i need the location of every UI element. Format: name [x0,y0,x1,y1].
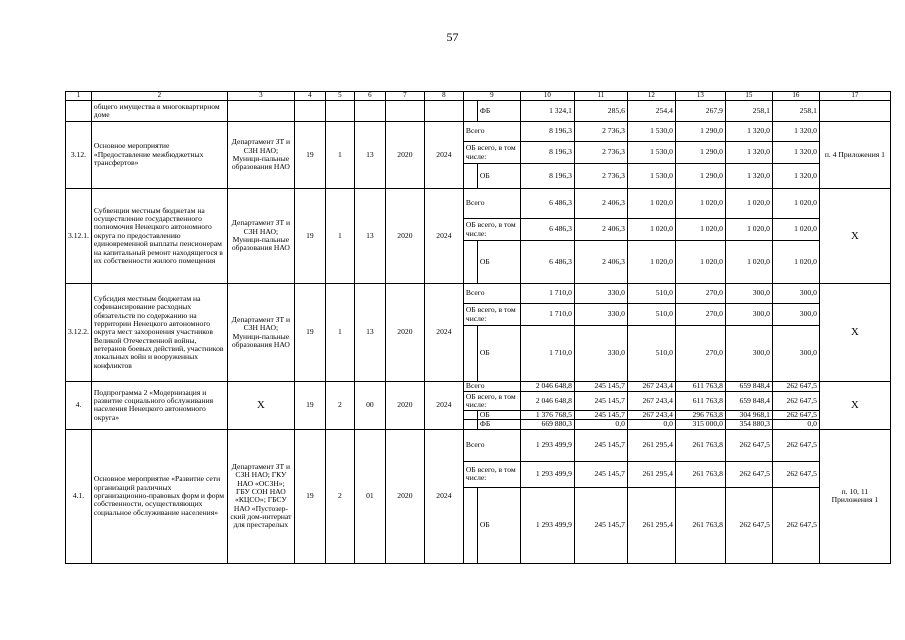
fund-label: ОБ всего, в том числе: [463,392,520,411]
value-cell: 6 486,3 [520,189,574,219]
table-row [66,284,891,304]
value-cell: 1 020,0 [772,241,819,284]
end-year: 2024 [424,284,463,382]
value-cell: 8 196,3 [520,164,574,189]
value-cell: 1 530,0 [627,164,675,189]
value-cell: 300,0 [772,304,819,326]
end-year: 2024 [424,189,463,284]
end-year: 2024 [424,122,463,189]
value-cell: 1 293 499,9 [520,461,574,487]
code-cell: 2 [325,429,354,563]
value-cell: 1 020,0 [772,189,819,219]
col-header: 9 [463,92,520,101]
value-cell: 262 647,5 [772,487,819,563]
measure-name: Подпрограмма 2 «Модернизация и развитие социального обслуживания населения Ненецкого автономного округа» [91,382,227,430]
value-cell: 1 020,0 [725,241,772,284]
col-header: 1 [66,92,92,101]
value-cell: 1 710,0 [520,304,574,326]
value-cell: 270,0 [675,284,725,304]
row-number: 3.12.2. [66,284,92,382]
value-cell: 2 046 648,8 [520,392,574,411]
fund-label: ОБ [477,241,520,284]
value-cell: 1 324,1 [520,101,574,122]
value-cell: 8 196,3 [520,122,574,142]
code-cell: 19 [294,284,325,382]
value-cell: 1 293 499,9 [520,487,574,563]
measure-name: Основное мероприятие «Развитие сети организаций различных организационно-правовых форм и форм собственности, осуществляющих социальное обслуживание населения» [91,429,227,563]
column-header-row [66,92,891,101]
executor: Департамент ЗТ и СЗН НАО; Муници-пальные образования НАО [227,284,294,382]
measure-name: Субвенции местным бюджетам на осуществление государственного полномочия Ненецкого автономного округа по предоставлению единовременной выплаты пенсионерам на капитальный ремонт находящегося в их собственности жилого помещения [91,189,227,284]
fund-label: Всего [463,382,520,392]
table-row [66,382,891,392]
value-cell: 245 145,7 [574,411,627,420]
executor: X [227,382,294,430]
fund-label: ОБ [477,411,520,420]
value-cell: 0,0 [627,420,675,429]
col-header: 6 [354,92,385,101]
page-number: 57 [446,30,459,44]
value-cell: 659 848,4 [725,392,772,411]
code-cell: 13 [354,284,385,382]
measure-name: общего имущества в многоквартирном доме [91,101,227,122]
value-cell: 354 880,3 [725,420,772,429]
value-cell: 261 763,8 [675,429,725,461]
value-cell: 2 406,3 [574,189,627,219]
col-header: 13 [675,92,725,101]
value-cell: 1 320,0 [725,122,772,142]
value-cell: 245 145,7 [574,487,627,563]
value-cell: 1 020,0 [627,219,675,241]
start-year: 2020 [385,189,424,284]
col-header: 4 [294,92,325,101]
fund-label: ОБ [477,164,520,189]
row-number: 3.12. [66,122,92,189]
start-year: 2020 [385,429,424,563]
value-cell: 267 243,4 [627,411,675,420]
value-cell: 300,0 [772,284,819,304]
value-cell: 262 647,5 [725,461,772,487]
value-cell: 0,0 [772,420,819,429]
value-cell: 267 243,4 [627,392,675,411]
value-cell: 1 020,0 [675,189,725,219]
value-cell: 262 647,5 [725,429,772,461]
fund-label: Всего [463,284,520,304]
value-cell: 1 290,0 [675,122,725,142]
row-number: 3.12.1. [66,189,92,284]
value-cell: 262 647,5 [772,411,819,420]
value-cell: 262 647,5 [772,429,819,461]
funding-table [65,91,891,564]
value-cell: 1 020,0 [627,189,675,219]
value-cell: 1 020,0 [627,241,675,284]
value-cell: 1 290,0 [675,142,725,164]
value-cell: 1 320,0 [725,164,772,189]
end-year: 2024 [424,382,463,430]
start-year: 2020 [385,122,424,189]
value-cell: 245 145,7 [574,392,627,411]
fund-label: ОБ всего, в том числе: [463,304,520,326]
col-header: 3 [227,92,294,101]
executor: Департамент ЗТ и СЗН НАО; Муници-пальные образования НАО [227,189,294,284]
value-cell: 270,0 [675,304,725,326]
value-cell: 300,0 [725,284,772,304]
col-header: 7 [385,92,424,101]
value-cell: 1 710,0 [520,326,574,382]
value-cell: 261 295,4 [627,461,675,487]
value-cell: 245 145,7 [574,429,627,461]
code-cell: 13 [354,122,385,189]
value-cell: 300,0 [725,304,772,326]
col-header: 17 [819,92,890,101]
fund-label: ФБ [477,420,520,429]
value-cell: 611 763,8 [675,392,725,411]
value-cell: 1 710,0 [520,284,574,304]
value-cell: 1 530,0 [627,122,675,142]
value-cell: 510,0 [627,284,675,304]
table-row [66,122,891,142]
col-header: 2 [91,92,227,101]
value-cell: 1 320,0 [772,164,819,189]
row-number: 4. [66,382,92,430]
reference-cell: п. 4 Приложения 1 [819,122,890,189]
value-cell: 611 763,8 [675,382,725,392]
value-cell: 262 647,5 [772,392,819,411]
value-cell: 659 848,4 [725,382,772,392]
code-cell: 1 [325,122,354,189]
fund-label: ОБ [477,487,520,563]
value-cell: 285,6 [574,101,627,122]
value-cell: 330,0 [574,326,627,382]
fund-label: Всего [463,189,520,219]
code-cell: 19 [294,189,325,284]
value-cell: 304 968,1 [725,411,772,420]
value-cell: 1 320,0 [725,142,772,164]
value-cell: 300,0 [725,326,772,382]
value-cell: 300,0 [772,326,819,382]
fund-label: ОБ [477,326,520,382]
value-cell: 2 406,3 [574,241,627,284]
value-cell: 262 647,5 [772,382,819,392]
code-cell: 19 [294,122,325,189]
value-cell: 262 647,5 [725,487,772,563]
fund-label: Всего [463,429,520,461]
value-cell: 330,0 [574,284,627,304]
col-header: 10 [520,92,574,101]
value-cell: 510,0 [627,304,675,326]
value-cell: 261 295,4 [627,429,675,461]
end-year: 2024 [424,429,463,563]
value-cell: 1 020,0 [725,219,772,241]
col-header: 11 [574,92,627,101]
value-cell: 1 320,0 [772,122,819,142]
value-cell: 270,0 [675,326,725,382]
row-number: 4.1. [66,429,92,563]
value-cell: 2 736,3 [574,122,627,142]
value-cell: 245 145,7 [574,461,627,487]
value-cell: 330,0 [574,304,627,326]
value-cell: 510,0 [627,326,675,382]
value-cell: 1 290,0 [675,164,725,189]
value-cell: 261 295,4 [627,487,675,563]
executor: Департамент ЗТ и СЗН НАО; Муници-пальные образования НАО [227,122,294,189]
col-header: 12 [627,92,675,101]
value-cell: 262 647,5 [772,461,819,487]
x-mark: X [819,284,890,382]
value-cell: 1 020,0 [725,189,772,219]
table-row [66,429,891,461]
code-cell: 19 [294,429,325,563]
value-cell: 6 486,3 [520,241,574,284]
value-cell: 245 145,7 [574,382,627,392]
table-row [66,189,891,219]
table-row [66,101,891,122]
value-cell: 1 376 768,5 [520,411,574,420]
code-cell: 19 [294,382,325,430]
code-cell: 00 [354,382,385,430]
value-cell: 2 046 648,8 [520,382,574,392]
value-cell: 0,0 [574,420,627,429]
fund-label: Всего [463,122,520,142]
col-header: 16 [772,92,819,101]
fund-label: ОБ всего, в том числе: [463,142,520,164]
code-cell: 2 [325,382,354,430]
value-cell: 1 530,0 [627,142,675,164]
value-cell: 267,9 [675,101,725,122]
value-cell: 261 763,8 [675,487,725,563]
value-cell: 1 020,0 [772,219,819,241]
fund-label: ОБ всего, в том числе: [463,461,520,487]
fund-label: ОБ всего, в том числе: [463,219,520,241]
value-cell: 2 406,3 [574,219,627,241]
value-cell: 669 880,3 [520,420,574,429]
measure-name: Основное мероприятие «Предоставление межбюджетных трансфертов» [91,122,227,189]
code-cell: 1 [325,189,354,284]
x-mark: X [819,382,890,430]
value-cell: 1 020,0 [675,241,725,284]
col-header: 5 [325,92,354,101]
code-cell: 1 [325,284,354,382]
code-cell: 01 [354,429,385,563]
value-cell: 2 736,3 [574,164,627,189]
value-cell: 6 486,3 [520,219,574,241]
value-cell: 1 020,0 [675,219,725,241]
value-cell: 258,1 [772,101,819,122]
value-cell: 2 736,3 [574,142,627,164]
col-header: 8 [424,92,463,101]
code-cell: 13 [354,189,385,284]
value-cell: 8 196,3 [520,142,574,164]
value-cell: 258,1 [725,101,772,122]
executor: Департамент ЗТ и СЗН НАО; ГКУ НАО «ОСЗН»; ГБУ СОН НАО «КЦСО»; ГБСУ НАО «Пустозер-ский дом-интернат для престарелых [227,429,294,563]
x-mark: X [819,189,890,284]
col-header: 15 [725,92,772,101]
fund-label: ФБ [477,101,520,122]
reference-cell: п. 10, 11 Приложения 1 [819,429,890,563]
value-cell: 267 243,4 [627,382,675,392]
value-cell: 315 000,0 [675,420,725,429]
value-cell: 296 763,8 [675,411,725,420]
measure-name: Субсидия местным бюджетам на софинансирование расходных обязательств по содержанию на территории Ненецкого автономного округа мест захоронения участников Великой Отечественной войны, ветеранов боевых действий, участников локальных войн и вооруженных конфликтов [91,284,227,382]
value-cell: 1 293 499,9 [520,429,574,461]
value-cell: 254,4 [627,101,675,122]
value-cell: 261 763,8 [675,461,725,487]
start-year: 2020 [385,382,424,430]
start-year: 2020 [385,284,424,382]
value-cell: 1 320,0 [772,142,819,164]
